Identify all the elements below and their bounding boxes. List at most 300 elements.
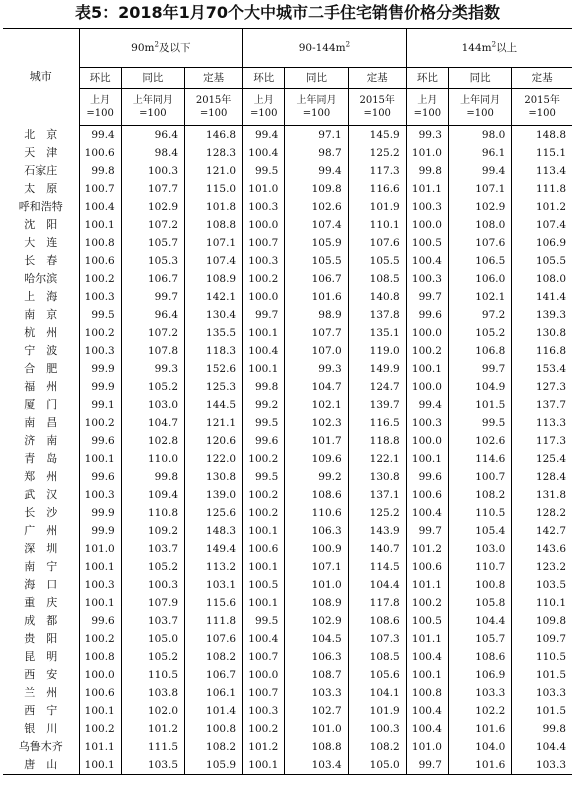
city-name: 哈尔滨 <box>24 272 58 285</box>
index-value: 100.7 <box>79 180 121 198</box>
index-value: 128.3 <box>185 144 243 162</box>
table-row <box>3 180 572 198</box>
index-value: 130.8 <box>185 468 243 486</box>
index-value: 105.6 <box>348 666 406 684</box>
index-value: 107.6 <box>185 630 243 648</box>
city-name: 广 州 <box>24 524 58 537</box>
index-value: 110.1 <box>348 216 406 234</box>
index-value: 100.3 <box>121 162 184 180</box>
index-value: 100.4 <box>406 720 448 738</box>
index-value: 102.9 <box>448 198 511 216</box>
index-value: 99.3 <box>406 126 448 145</box>
index-value: 102.3 <box>285 414 348 432</box>
index-value: 100.4 <box>243 630 285 648</box>
index-value: 99.4 <box>79 126 121 145</box>
index-value: 96.4 <box>121 126 184 145</box>
index-value: 99.4 <box>285 162 348 180</box>
index-value: 109.6 <box>285 450 348 468</box>
index-value: 97.1 <box>285 126 348 145</box>
index-value: 99.5 <box>79 306 121 324</box>
index-value: 104.4 <box>348 576 406 594</box>
unit-base: 2015年 <box>359 95 395 106</box>
index-value: 101.1 <box>406 630 448 648</box>
unit-header <box>348 89 406 126</box>
index-value: 101.2 <box>512 198 572 216</box>
index-value: 99.4 <box>406 396 448 414</box>
index-value: 137.7 <box>512 396 572 414</box>
index-value: 99.5 <box>448 414 511 432</box>
index-value: 135.1 <box>348 324 406 342</box>
city-name: 北 京 <box>24 127 58 141</box>
table-row <box>3 432 572 450</box>
table-title: 表5：2018年1月70个大中城市二手住宅销售价格分类指数 <box>74 3 501 22</box>
index-value: 130.4 <box>185 306 243 324</box>
table-row <box>3 720 572 738</box>
index-value: 108.5 <box>348 270 406 288</box>
unit-value: =100 <box>199 108 228 119</box>
table-row <box>3 558 572 576</box>
subcol-header: 环比 <box>243 68 285 89</box>
index-value: 104.9 <box>448 378 511 396</box>
index-value: 107.4 <box>285 216 348 234</box>
index-value: 107.1 <box>448 180 511 198</box>
table-row <box>3 234 572 252</box>
index-value: 110.7 <box>448 558 511 576</box>
index-value: 99.1 <box>79 396 121 414</box>
index-value: 108.2 <box>448 486 511 504</box>
index-value: 100.6 <box>79 684 121 702</box>
unit-value: =100 <box>413 108 442 119</box>
city-name: 西 宁 <box>24 704 58 717</box>
table-row <box>3 126 572 145</box>
city-name: 南 京 <box>24 308 58 321</box>
index-value: 110.5 <box>448 504 511 522</box>
subcol-header: 环比 <box>79 68 121 89</box>
index-value: 104.7 <box>285 378 348 396</box>
index-value: 131.8 <box>512 486 572 504</box>
unit-header <box>185 89 243 126</box>
table-row <box>3 450 572 468</box>
index-value: 125.2 <box>348 504 406 522</box>
index-value: 104.0 <box>448 738 511 756</box>
index-value: 106.1 <box>185 684 243 702</box>
index-value: 121.0 <box>185 162 243 180</box>
table-row <box>3 198 572 216</box>
table-row <box>3 648 572 666</box>
index-value: 100.3 <box>79 486 121 504</box>
index-value: 100.1 <box>243 324 285 342</box>
index-value: 108.2 <box>185 738 243 756</box>
index-value: 125.4 <box>512 450 572 468</box>
index-value: 108.8 <box>185 216 243 234</box>
index-value: 99.8 <box>406 162 448 180</box>
index-value: 100.2 <box>79 324 121 342</box>
index-value: 100.1 <box>243 756 285 775</box>
unit-value: =100 <box>86 108 114 119</box>
index-value: 100.2 <box>79 720 121 738</box>
index-value: 103.0 <box>448 540 511 558</box>
group-header-medium: $90-144m^2$ <box>243 29 407 68</box>
index-value: 103.0 <box>121 396 184 414</box>
index-value: 101.1 <box>79 738 121 756</box>
table-row <box>3 378 572 396</box>
city-name: 长 春 <box>24 254 58 267</box>
unit-value: =100 <box>528 108 556 119</box>
index-value: 118.3 <box>185 342 243 360</box>
index-value: 100.1 <box>79 594 121 612</box>
table-row <box>3 576 572 594</box>
index-value: 100.4 <box>406 648 448 666</box>
index-value: 101.0 <box>243 180 285 198</box>
index-value: 100.0 <box>243 288 285 306</box>
table-row <box>3 324 572 342</box>
subcol-header: 定基 <box>512 68 572 89</box>
unit-header <box>243 89 285 126</box>
index-value: 106.7 <box>185 666 243 684</box>
index-value: 105.5 <box>348 252 406 270</box>
index-value: 100.8 <box>79 234 121 252</box>
index-value: 107.6 <box>448 234 511 252</box>
index-value: 96.1 <box>448 144 511 162</box>
index-value: 113.2 <box>185 558 243 576</box>
index-value: 107.7 <box>285 324 348 342</box>
index-value: 113.3 <box>512 414 572 432</box>
city-name: 天 津 <box>24 146 58 159</box>
index-value: 99.3 <box>121 360 184 378</box>
index-value: 100.0 <box>243 666 285 684</box>
index-value: 125.2 <box>348 144 406 162</box>
index-value: 106.5 <box>448 252 511 270</box>
index-value: 100.8 <box>79 648 121 666</box>
index-value: 100.2 <box>243 270 285 288</box>
index-value: 100.1 <box>243 522 285 540</box>
index-value: 107.7 <box>121 180 184 198</box>
index-value: 99.2 <box>285 468 348 486</box>
index-value: 111.8 <box>185 612 243 630</box>
city-name: 深 圳 <box>24 542 58 555</box>
index-value: 127.3 <box>512 378 572 396</box>
index-value: 101.5 <box>512 666 572 684</box>
index-value: 99.9 <box>79 360 121 378</box>
index-value: 107.4 <box>512 216 572 234</box>
index-value: 139.0 <box>185 486 243 504</box>
index-value: 106.3 <box>285 522 348 540</box>
subcol-header: 定基 <box>185 68 243 89</box>
index-value: 101.5 <box>448 396 511 414</box>
index-value: 100.7 <box>243 234 285 252</box>
unit-base: 上月 <box>253 95 274 106</box>
index-value: 109.2 <box>121 522 184 540</box>
index-value: 118.8 <box>348 432 406 450</box>
index-value: 104.1 <box>348 684 406 702</box>
index-value: 116.6 <box>348 180 406 198</box>
table-row <box>3 306 572 324</box>
index-value: 100.3 <box>243 252 285 270</box>
index-value: 103.7 <box>121 540 184 558</box>
index-value: 99.9 <box>79 504 121 522</box>
city-name: 南 宁 <box>24 560 58 573</box>
index-value: 100.0 <box>406 378 448 396</box>
index-value: 100.1 <box>406 450 448 468</box>
index-value: 100.0 <box>406 432 448 450</box>
index-value: 100.1 <box>79 756 121 775</box>
city-name: 乌鲁木齐 <box>18 740 63 753</box>
index-value: 100.3 <box>121 576 184 594</box>
index-value: 106.0 <box>448 270 511 288</box>
index-value: 107.4 <box>185 252 243 270</box>
index-value: 104.5 <box>285 630 348 648</box>
index-value: 102.9 <box>285 612 348 630</box>
index-value: 99.5 <box>243 468 285 486</box>
city-name: 太 原 <box>24 182 58 195</box>
index-value: 101.0 <box>79 540 121 558</box>
table-row <box>3 738 572 756</box>
city-name: 宁 波 <box>24 344 58 357</box>
index-value: 100.4 <box>406 252 448 270</box>
index-value: 100.5 <box>406 234 448 252</box>
unit-base: 上年同月 <box>132 95 173 106</box>
table-row <box>3 162 572 180</box>
index-value: 99.7 <box>121 288 184 306</box>
index-value: 105.8 <box>448 594 511 612</box>
city-name: 合 肥 <box>24 362 58 375</box>
index-value: 100.2 <box>243 486 285 504</box>
index-value: 115.1 <box>512 144 572 162</box>
index-value: 100.2 <box>406 594 448 612</box>
city-name: 呼和浩特 <box>18 200 63 213</box>
index-value: 109.7 <box>512 630 572 648</box>
index-value: 102.1 <box>285 396 348 414</box>
index-value: 100.6 <box>406 486 448 504</box>
index-value: 100.7 <box>243 648 285 666</box>
index-value: 100.3 <box>406 270 448 288</box>
city-name: 上 海 <box>24 290 58 303</box>
index-value: 110.1 <box>512 594 572 612</box>
index-value: 103.3 <box>285 684 348 702</box>
index-value: 109.4 <box>121 486 184 504</box>
index-value: 104.7 <box>121 414 184 432</box>
table-row <box>3 522 572 540</box>
city-name: 长 沙 <box>24 506 58 519</box>
index-value: 110.0 <box>121 450 184 468</box>
index-value: 99.6 <box>79 468 121 486</box>
index-value: 103.1 <box>185 576 243 594</box>
index-value: 105.7 <box>448 630 511 648</box>
index-value: 101.9 <box>348 198 406 216</box>
index-value: 105.5 <box>512 252 572 270</box>
unit-value: =100 <box>466 108 494 119</box>
index-value: 100.0 <box>79 666 121 684</box>
index-value: 99.9 <box>79 522 121 540</box>
index-value: 99.7 <box>406 288 448 306</box>
index-value: 103.5 <box>512 576 572 594</box>
city-name: 杭 州 <box>24 326 58 339</box>
city-name: 武 汉 <box>24 488 58 501</box>
index-value: 135.5 <box>185 324 243 342</box>
index-value: 101.5 <box>512 702 572 720</box>
index-value: 100.0 <box>406 324 448 342</box>
table-row <box>3 630 572 648</box>
index-value: 143.6 <box>512 540 572 558</box>
city-name: 大 连 <box>24 236 58 249</box>
index-value: 130.8 <box>512 324 572 342</box>
index-value: 99.4 <box>243 126 285 145</box>
index-value: 101.0 <box>285 576 348 594</box>
index-value: 115.6 <box>185 594 243 612</box>
index-value: 105.9 <box>185 756 243 775</box>
index-value: 123.2 <box>512 558 572 576</box>
city-name: 石家庄 <box>24 164 58 177</box>
index-value: 100.1 <box>79 702 121 720</box>
index-value: 100.1 <box>243 558 285 576</box>
index-value: 105.9 <box>285 234 348 252</box>
index-value: 144.5 <box>185 396 243 414</box>
index-value: 99.6 <box>243 432 285 450</box>
index-value: 100.9 <box>285 540 348 558</box>
index-value: 107.0 <box>285 342 348 360</box>
index-value: 102.1 <box>448 288 511 306</box>
index-value: 100.3 <box>406 198 448 216</box>
index-value: 125.6 <box>185 504 243 522</box>
index-value: 100.3 <box>79 576 121 594</box>
index-value: 99.8 <box>79 162 121 180</box>
index-value: 105.0 <box>121 630 184 648</box>
index-value: 108.8 <box>285 738 348 756</box>
table-row <box>3 252 572 270</box>
index-value: 100.8 <box>448 576 511 594</box>
city-name: 郑 州 <box>24 470 58 483</box>
city-name: 兰 州 <box>24 686 58 699</box>
index-value: 110.6 <box>285 504 348 522</box>
index-value: 125.3 <box>185 378 243 396</box>
index-value: 100.3 <box>79 288 121 306</box>
index-value: 100.6 <box>79 252 121 270</box>
index-value: 101.0 <box>285 720 348 738</box>
index-value: 98.9 <box>285 306 348 324</box>
index-value: 105.4 <box>448 522 511 540</box>
unit-header <box>285 89 348 126</box>
unit-value: =100 <box>302 108 331 119</box>
index-value: 101.6 <box>448 756 511 775</box>
index-value: 101.6 <box>448 720 511 738</box>
index-value: 108.7 <box>285 666 348 684</box>
index-value: 100.1 <box>406 666 448 684</box>
city-name: 福 州 <box>24 380 58 393</box>
index-value: 108.5 <box>348 648 406 666</box>
index-value: 105.7 <box>121 234 184 252</box>
index-value: 103.8 <box>121 684 184 702</box>
table-row <box>3 144 572 162</box>
index-value: 100.8 <box>406 684 448 702</box>
index-value: 101.7 <box>285 432 348 450</box>
city-header: 城市 <box>29 70 52 84</box>
index-value: 105.5 <box>285 252 348 270</box>
subcol-header: 同比 <box>448 68 511 89</box>
price-index-table <box>3 28 572 775</box>
unit-base: 上月 <box>417 95 438 106</box>
index-value: 116.8 <box>512 342 572 360</box>
index-value: 100.2 <box>79 630 121 648</box>
index-value: 137.1 <box>348 486 406 504</box>
index-value: 117.3 <box>512 432 572 450</box>
index-value: 101.1 <box>406 576 448 594</box>
table-row <box>3 360 572 378</box>
index-value: 108.6 <box>348 612 406 630</box>
index-value: 101.1 <box>406 180 448 198</box>
unit-base: 上月 <box>90 95 111 106</box>
index-value: 98.0 <box>448 126 511 145</box>
index-value: 99.6 <box>79 612 121 630</box>
index-value: 101.4 <box>185 702 243 720</box>
index-value: 105.2 <box>448 324 511 342</box>
index-value: 117.8 <box>348 594 406 612</box>
subcol-header: 同比 <box>121 68 184 89</box>
index-value: 113.4 <box>512 162 572 180</box>
city-name: 昆 明 <box>24 650 58 663</box>
index-value: 102.6 <box>285 198 348 216</box>
table-row <box>3 414 572 432</box>
index-value: 152.6 <box>185 360 243 378</box>
index-value: 100.2 <box>243 450 285 468</box>
index-value: 110.5 <box>512 648 572 666</box>
table-row <box>3 342 572 360</box>
index-value: 115.0 <box>185 180 243 198</box>
index-value: 100.8 <box>185 720 243 738</box>
unit-base: 2015年 <box>524 95 560 106</box>
index-value: 100.3 <box>406 414 448 432</box>
index-value: 121.1 <box>185 414 243 432</box>
table-row <box>3 666 572 684</box>
unit-value: =100 <box>363 108 391 119</box>
index-value: 101.2 <box>121 720 184 738</box>
city-name: 沈 阳 <box>24 218 58 231</box>
index-value: 100.1 <box>243 360 285 378</box>
index-value: 100.3 <box>243 702 285 720</box>
index-value: 99.2 <box>243 396 285 414</box>
city-name: 银 川 <box>24 722 58 735</box>
index-value: 106.3 <box>285 648 348 666</box>
index-value: 100.6 <box>243 540 285 558</box>
index-value: 100.2 <box>79 414 121 432</box>
index-value: 100.3 <box>79 342 121 360</box>
index-value: 108.9 <box>285 594 348 612</box>
index-value: 102.7 <box>285 702 348 720</box>
index-value: 142.1 <box>185 288 243 306</box>
index-value: 142.7 <box>512 522 572 540</box>
index-value: 101.2 <box>406 540 448 558</box>
index-value: 99.6 <box>406 468 448 486</box>
index-value: 148.8 <box>512 126 572 145</box>
subcol-header: 环比 <box>406 68 448 89</box>
index-value: 107.6 <box>348 234 406 252</box>
table-row <box>3 288 572 306</box>
index-value: 100.3 <box>348 720 406 738</box>
index-value: 99.5 <box>243 162 285 180</box>
index-value: 106.9 <box>512 234 572 252</box>
index-value: 100.1 <box>79 216 121 234</box>
index-value: 107.1 <box>185 234 243 252</box>
index-value: 101.8 <box>185 198 243 216</box>
index-value: 101.2 <box>243 738 285 756</box>
index-value: 124.7 <box>348 378 406 396</box>
index-value: 105.3 <box>121 252 184 270</box>
index-value: 99.4 <box>448 162 511 180</box>
city-name: 成 都 <box>24 614 58 627</box>
table-row <box>3 396 572 414</box>
table-row <box>3 504 572 522</box>
index-value: 107.9 <box>121 594 184 612</box>
table-row <box>3 468 572 486</box>
